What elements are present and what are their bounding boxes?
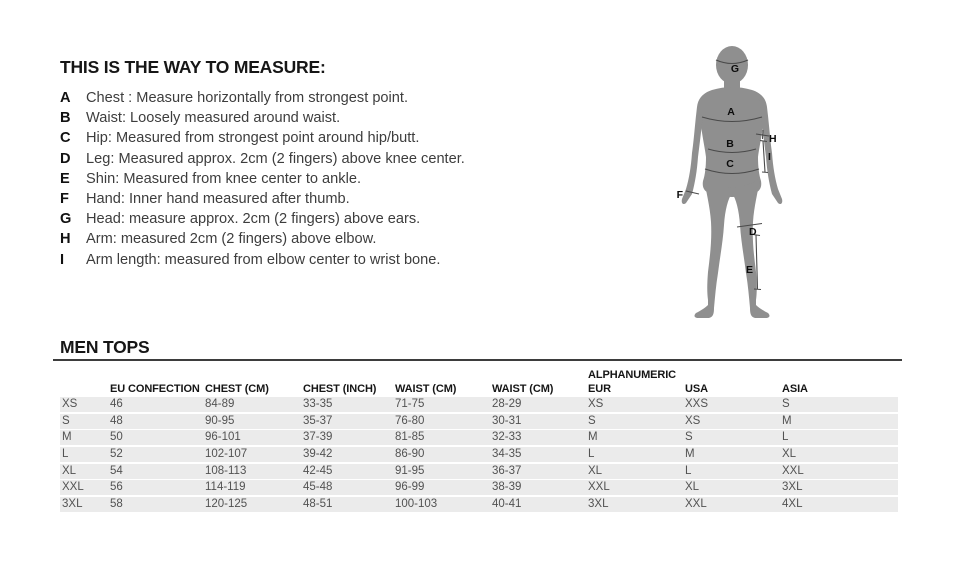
table-title: MEN TOPS [60,337,150,357]
table-cell: 34-35 [492,448,522,461]
table-cell: S [588,414,596,427]
table-cell: 4XL [782,498,803,511]
table-cell: XXL [685,498,707,511]
table-row [60,414,898,429]
measure-item-text: Waist: Loosely measured around waist. [86,110,341,127]
column-header: WAIST (CM) [492,383,554,395]
table-cell: 36-37 [492,464,522,477]
figure-label-a: A [727,106,735,118]
table-cell: 40-41 [492,498,522,511]
group-header-alphanumeric: ALPHANUMERIC [588,369,677,381]
table-cell: 42-45 [303,464,333,477]
table-cell: 76-80 [395,414,425,427]
table-cell: XL [782,448,797,461]
table-cell: L [588,448,595,461]
measure-item-letter: I [60,251,65,268]
figure-label-f: F [676,189,683,201]
table-cell: XL [588,464,603,477]
size-table [60,369,898,514]
table-body [60,397,898,512]
measure-item [60,128,540,148]
measure-item-letter: B [60,110,71,127]
figure-label-b: B [726,138,734,150]
table-cell: M [782,414,792,427]
table-cell: XL [685,481,700,494]
table-cell: 84-89 [205,398,235,410]
table-cell: L [685,464,692,477]
table-cell: 108-113 [205,464,247,477]
column-header: ASIA [782,383,808,395]
figure-label-d: D [749,226,757,238]
table-cell: 86-90 [395,448,425,461]
table-cell: 58 [110,498,123,511]
measurement-figure [650,30,830,330]
table-cell: 3XL [62,498,83,511]
column-header: USA [685,383,708,395]
table-cell: XXL [588,481,610,494]
measure-item-letter: D [60,150,71,167]
table-cell: 120-125 [205,498,248,511]
measure-item [60,209,540,229]
column-header: CHEST (CM) [205,383,269,395]
measure-item-text: Hand: Inner hand measured after thumb. [86,191,350,208]
figure-label-g: G [730,63,740,75]
column-header: EU CONFECTION [110,383,200,395]
table-cell: XS [588,398,604,410]
measure-item [60,189,540,209]
measure-item-letter: G [60,211,72,228]
measure-item [60,88,540,108]
table-cell: 54 [110,464,123,477]
table-row [60,397,898,412]
table-cell: 38-39 [492,481,522,494]
table-cell: 45-48 [303,481,333,494]
column-header: EUR [588,383,611,395]
table-cell: 114-119 [205,481,246,494]
table-cell: 28-29 [492,398,522,410]
table-cell: M [685,448,695,461]
table-cell: 96-99 [395,481,425,494]
column-header: WAIST (CM) [395,383,457,395]
figure-label-h: H [769,133,777,145]
table-row [60,464,898,479]
table-header-row [60,382,898,397]
table-row [60,497,898,512]
measure-item-text: Arm: measured 2cm (2 fingers) above elbow. [86,231,377,248]
measure-item-letter: C [60,130,71,147]
table-cell: 3XL [782,481,803,494]
figure-label-i: I [768,151,771,163]
measure-item-text: Arm length: measured from elbow center to wrist bone. [86,251,441,268]
measure-item-text: Hip: Measured from strongest point around hip/butt. [86,130,420,147]
measure-item [60,149,540,169]
table-cell: 39-42 [303,448,333,461]
figure-label-e: E [745,264,753,276]
table-cell: 48 [110,414,123,427]
measure-list [60,88,540,270]
table-cell: S [685,431,693,444]
table-cell: M [588,431,598,444]
measure-item-text: Leg: Measured approx. 2cm (2 fingers) above knee center. [86,150,465,167]
measure-item-letter: F [60,191,69,208]
measure-item [60,250,540,270]
table-cell: L [62,448,69,461]
measure-item [60,108,540,128]
measure-item-letter: H [60,231,71,248]
figure-label-c: C [726,158,734,170]
table-cell: 71-75 [395,398,425,410]
table-cell: 100-103 [395,498,438,511]
measure-item [60,169,540,189]
measure-item-letter: A [60,90,71,106]
table-cell: 52 [110,448,123,461]
table-row [60,480,898,495]
body-silhouette [682,46,783,318]
table-cell: XS [685,414,701,427]
table-cell: 91-95 [395,464,425,477]
table-cell: 3XL [588,498,609,511]
table-cell: 90-95 [205,414,235,427]
table-cell: XL [62,464,77,477]
table-cell: 96-101 [205,431,241,444]
body-silhouette-svg [650,30,830,330]
table-cell: 33-35 [303,398,333,410]
measure-item-text: Chest : Measure horizontally from strongest point. [86,90,409,106]
table-cell: XS [62,398,78,410]
table-cell: S [782,398,790,410]
table-cell: 37-39 [303,431,333,444]
table-cell: 102-107 [205,448,248,461]
table-cell: XXL [782,464,804,477]
table-cell: 30-31 [492,414,522,427]
column-header: CHEST (INCH) [303,383,377,395]
measure-item [60,229,540,249]
measure-item-text: Head: measure approx. 2cm (2 fingers) above ears. [86,211,421,228]
column-header [60,382,110,397]
measure-guide-title: THIS IS THE WAY TO MEASURE: [60,57,326,77]
table-cell: 48-51 [303,498,333,511]
table-cell: M [62,431,72,444]
table-cell: 81-85 [395,431,425,444]
title-divider [53,359,902,361]
table-row [60,430,898,445]
table-cell: 35-37 [303,414,333,427]
table-cell: 56 [110,481,123,494]
table-cell: L [782,431,789,444]
table-cell: 46 [110,398,123,410]
measure-item-letter: E [60,170,70,187]
measure-item-text: Shin: Measured from knee center to ankle. [86,170,361,187]
table-cell: 50 [110,431,123,444]
table-row [60,447,898,462]
table-cell: S [62,414,70,427]
table-cell: XXL [62,481,84,494]
table-cell: 32-33 [492,431,522,444]
table-cell: XXS [685,398,709,410]
table-group-header-row [60,369,898,382]
